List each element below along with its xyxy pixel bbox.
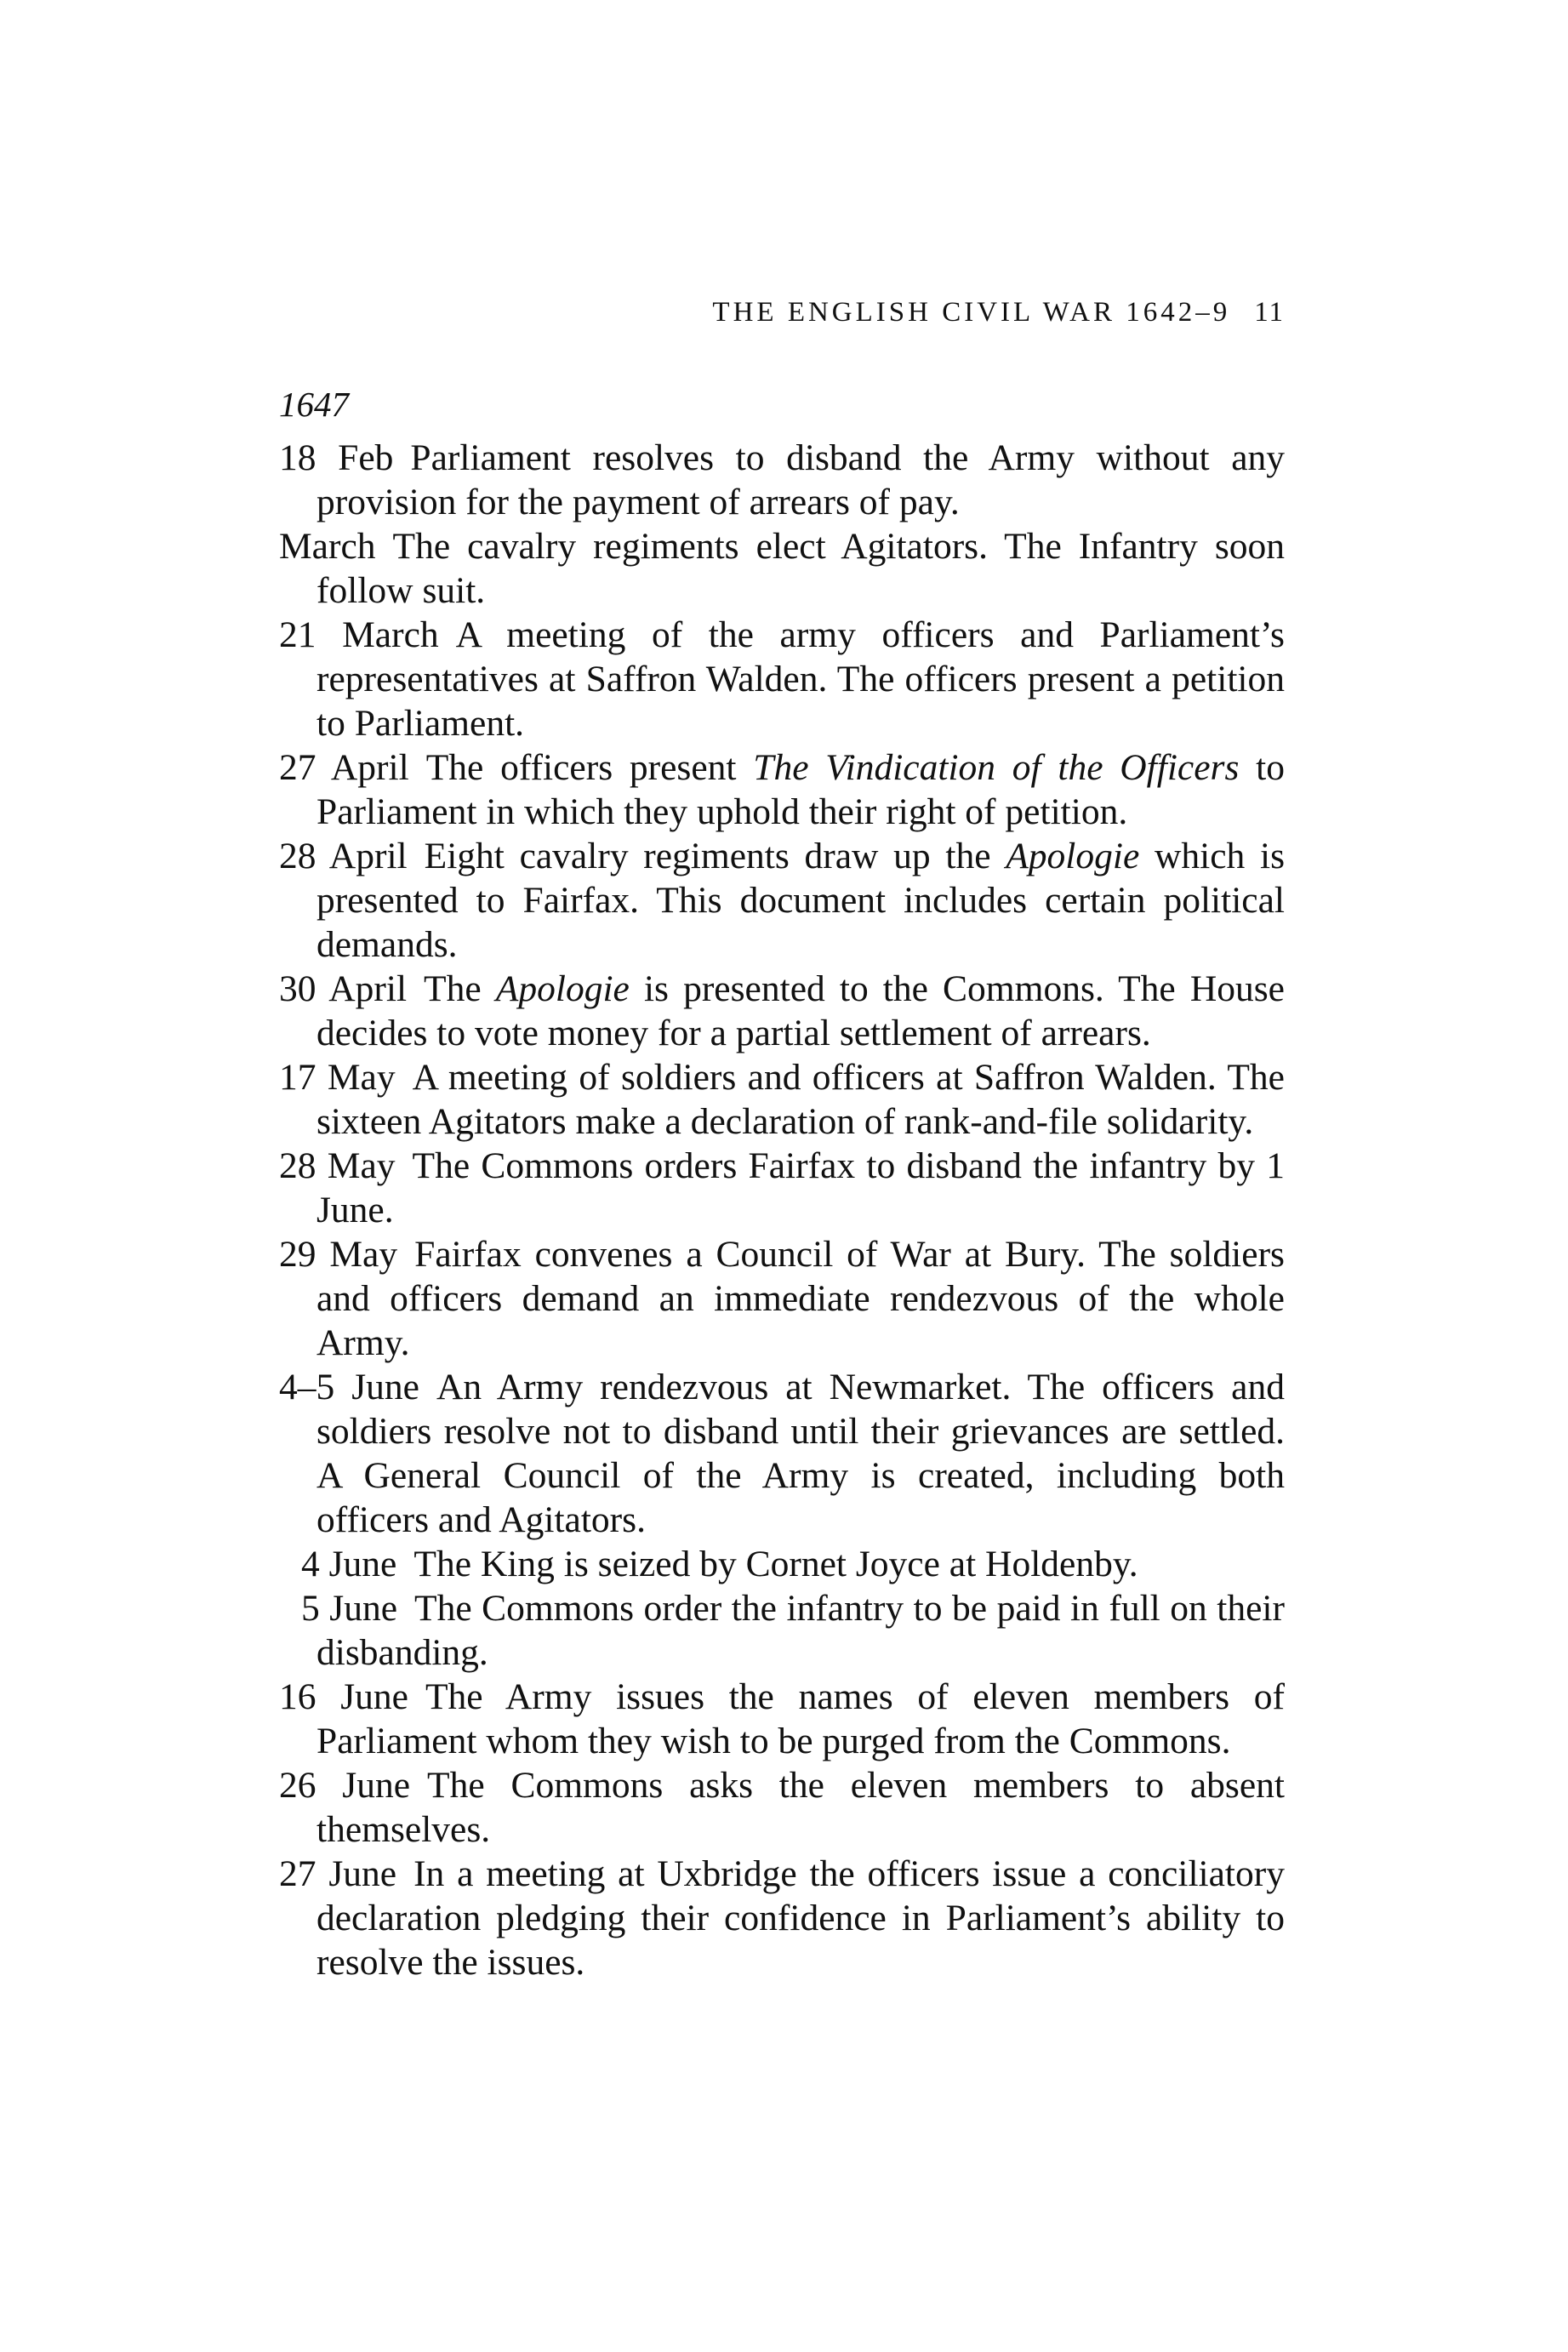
document-title: Apologie	[495, 968, 630, 1009]
document-title: Apologie	[1006, 836, 1140, 876]
entry-date: March	[279, 526, 376, 567]
entry-text-after: is presented to the Commons. The House decides to vote money for a partial settlement of arrears.	[316, 968, 1285, 1053]
chronology-entry	[279, 613, 1285, 745]
entry-text: A meeting of soldiers and officers at Saffron Walden. The sixteen Agitators make a declaration of rank-and-file solidarity.	[316, 1057, 1285, 1142]
document-title: The Vindication of the Officers	[753, 747, 1240, 788]
chronology-entry	[279, 1365, 1285, 1542]
entry-date: 17 May	[279, 1057, 396, 1098]
entry-date: 5 June	[301, 1588, 397, 1629]
chronology-entry	[279, 1763, 1285, 1852]
entry-date: 27 June	[279, 1853, 397, 1894]
entry-date: 26 June	[279, 1765, 411, 1806]
entry-text-after: to Parliament in which they uphold their right of petition.	[316, 747, 1286, 832]
entry-text-before: Eight cavalry regiments draw up the	[424, 836, 1006, 876]
entry-text: The Commons asks the eleven members to absent themselves.	[316, 1765, 1285, 1850]
entry-text: Parliament resolves to disband the Army without any provision for the payment of arrears of pay.	[316, 437, 1286, 522]
chronology-entry	[279, 1232, 1285, 1365]
entry-text: The King is seized by Cornet Joyce at Holdenby.	[413, 1544, 1138, 1584]
entry-text: The cavalry regiments elect Agitators. The Infantry soon follow suit.	[316, 526, 1285, 611]
chronology-entry	[279, 436, 1285, 524]
entry-text-before: The officers present	[425, 747, 754, 788]
entry-text	[316, 747, 1285, 832]
entry-text-before: The	[424, 968, 496, 1009]
entry-date: 27 April	[279, 747, 409, 788]
entry-text: The Army issues the names of eleven members of Parliament whom they wish to be purged from the Commons.	[316, 1676, 1285, 1761]
chronology-entry	[279, 524, 1285, 613]
chronology-entry	[279, 1675, 1285, 1763]
entry-date: 28 April	[279, 836, 408, 876]
page-number: 11	[1254, 297, 1285, 328]
entry-text: Fairfax convenes a Council of War at Bury. The soldiers and officers demand an immediate rendezvous of the whole Army.	[316, 1234, 1285, 1363]
entry-text	[316, 968, 1285, 1053]
entry-text: A meeting of the army officers and Parliament’s representatives at Saffron Walden. The officers present a petition to Parliament.	[316, 614, 1285, 744]
chronology-entry	[279, 1586, 1285, 1675]
entry-date: 28 May	[279, 1145, 396, 1186]
entry-text: The Commons orders Fairfax to disband the infantry by 1 June.	[316, 1145, 1285, 1230]
entry-text: The Commons order the infantry to be paid in full on their disbanding.	[316, 1588, 1285, 1673]
entry-date: 16 June	[279, 1676, 408, 1717]
chronology-entry	[279, 1144, 1285, 1232]
entry-date: 18 Feb	[279, 437, 394, 478]
chronology-entry	[279, 1852, 1285, 1984]
running-title: THE ENGLISH CIVIL WAR 1642–9	[712, 297, 1231, 328]
year-heading: 1647	[279, 385, 349, 424]
entry-text-after: which is presented to Fairfax. This document includes certain political demands.	[316, 836, 1286, 965]
chronology-entry	[279, 834, 1285, 967]
chronology-entry	[279, 1542, 1285, 1586]
running-head	[281, 295, 1285, 329]
entry-date: 4 June	[301, 1544, 397, 1584]
entry-text: An Army rendezvous at Newmarket. The officers and soldiers resolve not to disband until their grievances are settled. A General Council of the Army is created, including both officers and Agitators.	[316, 1367, 1285, 1540]
entry-date: 30 April	[279, 968, 408, 1009]
entry-date: 29 May	[279, 1234, 398, 1275]
entry-text	[316, 836, 1285, 965]
chronology-entry	[279, 1055, 1285, 1144]
chronology-entry	[279, 745, 1285, 834]
entry-date: 4–5 June	[279, 1367, 419, 1407]
chronology-list	[279, 436, 1285, 1984]
entry-text: In a meeting at Uxbridge the officers issue a conciliatory declaration pledging their confidence in Parliament’s ability to resolve the issues.	[316, 1853, 1285, 1983]
entry-date: 21 March	[279, 614, 439, 655]
chronology-entry	[279, 967, 1285, 1055]
